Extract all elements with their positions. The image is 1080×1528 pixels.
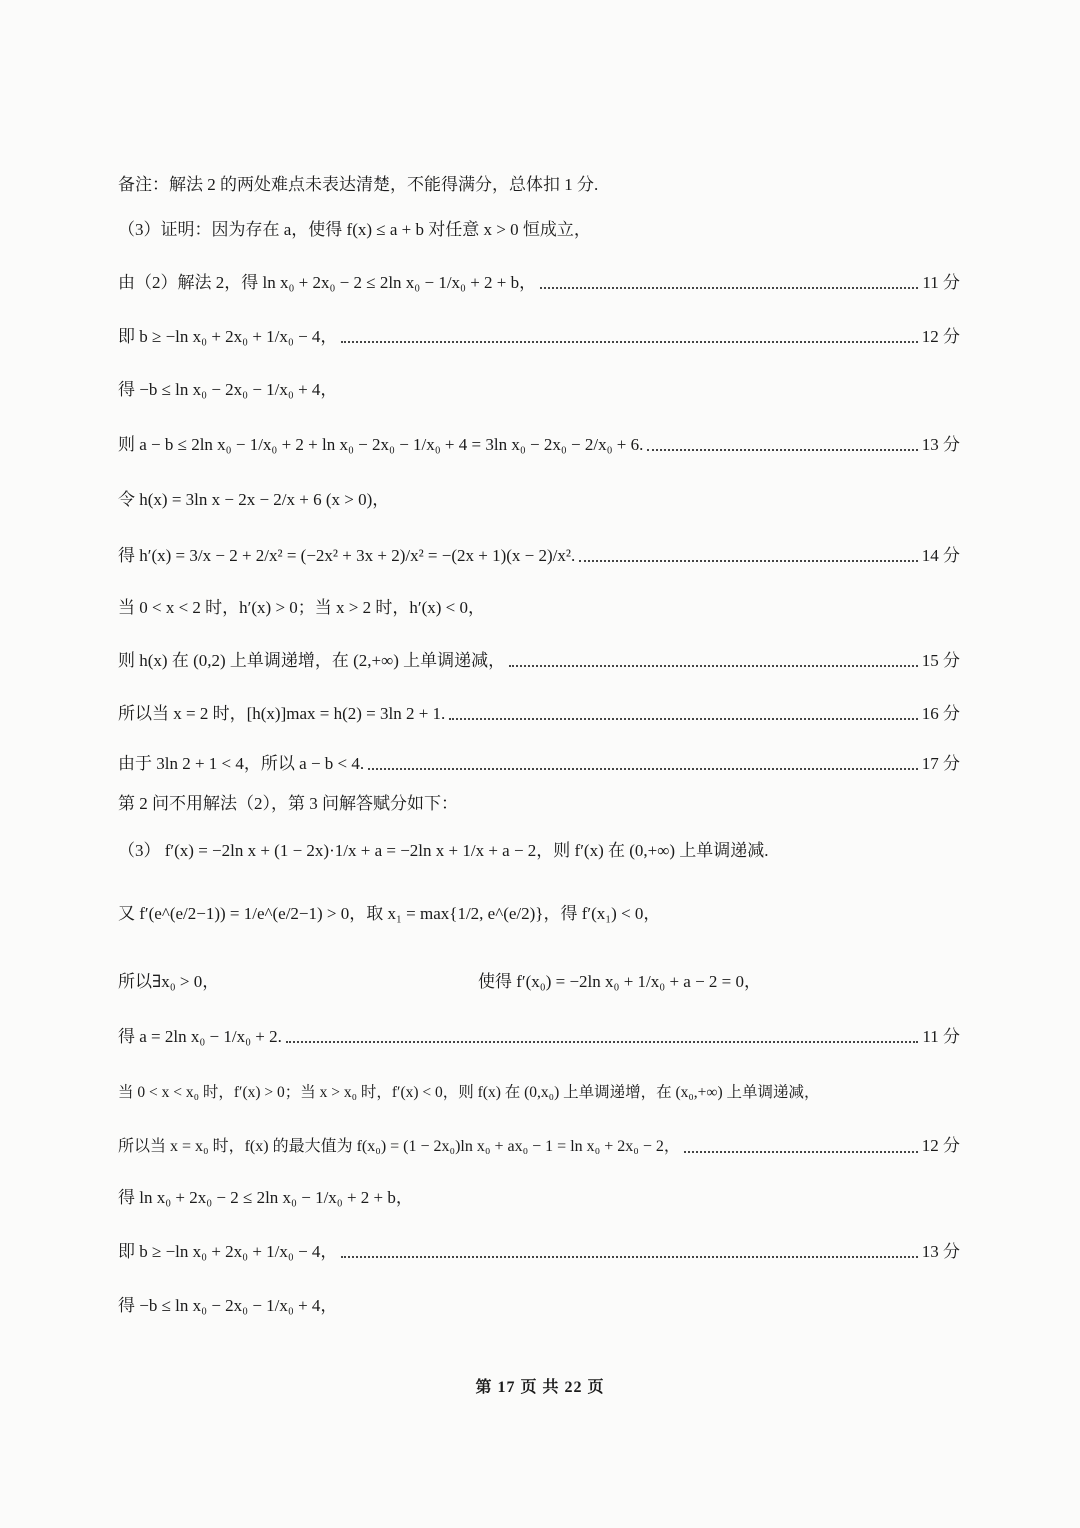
step-line: 即 b ≥ −ln x₀ + 2x₀ + 1/x₀ − 4， 13 分 — [118, 1239, 960, 1265]
score-label: 11 分 — [922, 273, 960, 292]
step-line: 得 ln x₀ + 2x₀ − 2 ≤ 2ln x₀ − 1/x₀ + 2 + b， — [118, 1188, 413, 1207]
score-label: 11 分 — [922, 1027, 960, 1046]
score-label: 16 分 — [921, 704, 960, 723]
proof-intro-line: （3）证明：因为存在 a，使得 f(x) ≤ a + b 对任意 x > 0 恒成立， — [118, 220, 591, 239]
score-label: 12 分 — [921, 1136, 960, 1155]
step-line: 由（2）解法 2，得 ln x₀ + 2x₀ − 2 ≤ 2ln x₀ − 1/x₀ + 2 + b， 11 分 — [118, 270, 960, 296]
leader-dots — [449, 717, 917, 720]
step-line: 当 0 < x < x₀ 时，f′(x) > 0；当 x > x₀ 时，f′(x) < 0，则 f(x) 在 (0,x₀) 上单调递增，在 (x₀,+∞) 上单调递减， — [118, 1084, 820, 1101]
leader-dots — [509, 664, 918, 667]
leader-dots — [341, 340, 917, 343]
note-line: 备注：解法 2 的两处难点未表达清楚，不能得满分，总体扣 1 分. — [118, 175, 599, 194]
step-line: 则 a − b ≤ 2ln x₀ − 1/x₀ + 2 + ln x₀ − 2x₀ − 1/x₀ + 4 = 3ln x₀ − 2x₀ − 2/x₀ + 6. 13 分 — [118, 432, 960, 458]
step-line: 得 −b ≤ ln x₀ − 2x₀ − 1/x₀ + 4， — [118, 1296, 338, 1315]
step-line: 得 h′(x) = 3/x − 2 + 2/x² = (−2x² + 3x + 2)/x² = −(2x + 1)(x − 2)/x². 14 分 — [118, 543, 960, 569]
score-label: 17 分 — [921, 754, 960, 773]
leader-dots — [579, 559, 918, 562]
leader-dots — [647, 448, 917, 451]
score-label: 12 分 — [921, 327, 960, 346]
step-line: 则 h(x) 在 (0,2) 上单调递增，在 (2,+∞) 上单调递减， 15 分 — [118, 648, 960, 674]
step-line: 当 0 < x < 2 时，h′(x) > 0；当 x > 2 时，h′(x) < 0， — [118, 598, 486, 617]
step-line: 又 f′(e^(e/2−1)) = 1/e^(e/2−1) > 0，取 x₁ = max{1/2, e^(e/2)}，得 f′(x₁) < 0， — [118, 904, 661, 923]
score-label: 13 分 — [921, 1242, 960, 1261]
leader-dots — [540, 286, 918, 289]
step-line: 所以当 x = x₀ 时，f(x) 的最大值为 f(x₀) = (1 − 2x₀)ln x₀ + ax₀ − 1 = ln x₀ + 2x₀ − 2， 12 分 — [118, 1133, 960, 1160]
step-line: 即 b ≥ −ln x₀ + 2x₀ + 1/x₀ − 4， 12 分 — [118, 324, 960, 350]
score-label: 15 分 — [921, 651, 960, 670]
step-line: 所以当 x = 2 时，[h(x)]max = h(2) = 3ln 2 + 1. 16 分 — [118, 701, 960, 727]
leader-dots — [286, 1040, 919, 1043]
alt-method-heading: 第 2 问不用解法（2），第 3 问解答赋分如下： — [118, 794, 458, 813]
score-label: 13 分 — [921, 435, 960, 454]
step-line: 得 a = 2ln x₀ − 1/x₀ + 2. 11 分 — [118, 1024, 960, 1050]
step-line: 所以∃x₀ > 0， 使得 f′(x₀) = −2ln x₀ + 1/x₀ + a − 2 = 0， — [118, 972, 761, 991]
leader-dots — [368, 767, 918, 770]
step-line: 由于 3ln 2 + 1 < 4，所以 a − b < 4. 17 分 — [118, 751, 960, 777]
step-line: 令 h(x) = 3ln x − 2x − 2/x + 6 (x > 0)， — [118, 490, 390, 509]
page-footer: 第 17 页 共 22 页 — [475, 1379, 605, 1396]
leader-dots — [341, 1255, 917, 1258]
step-line: 得 −b ≤ ln x₀ − 2x₀ − 1/x₀ + 4， — [118, 380, 338, 399]
leader-dots — [684, 1150, 918, 1153]
step-line: （3） f′(x) = −2ln x + (1 − 2x)·1/x + a = −2ln x + 1/x + a − 2，则 f′(x) 在 (0,+∞) 上单调递减. — [118, 841, 769, 860]
score-label: 14 分 — [921, 546, 960, 565]
